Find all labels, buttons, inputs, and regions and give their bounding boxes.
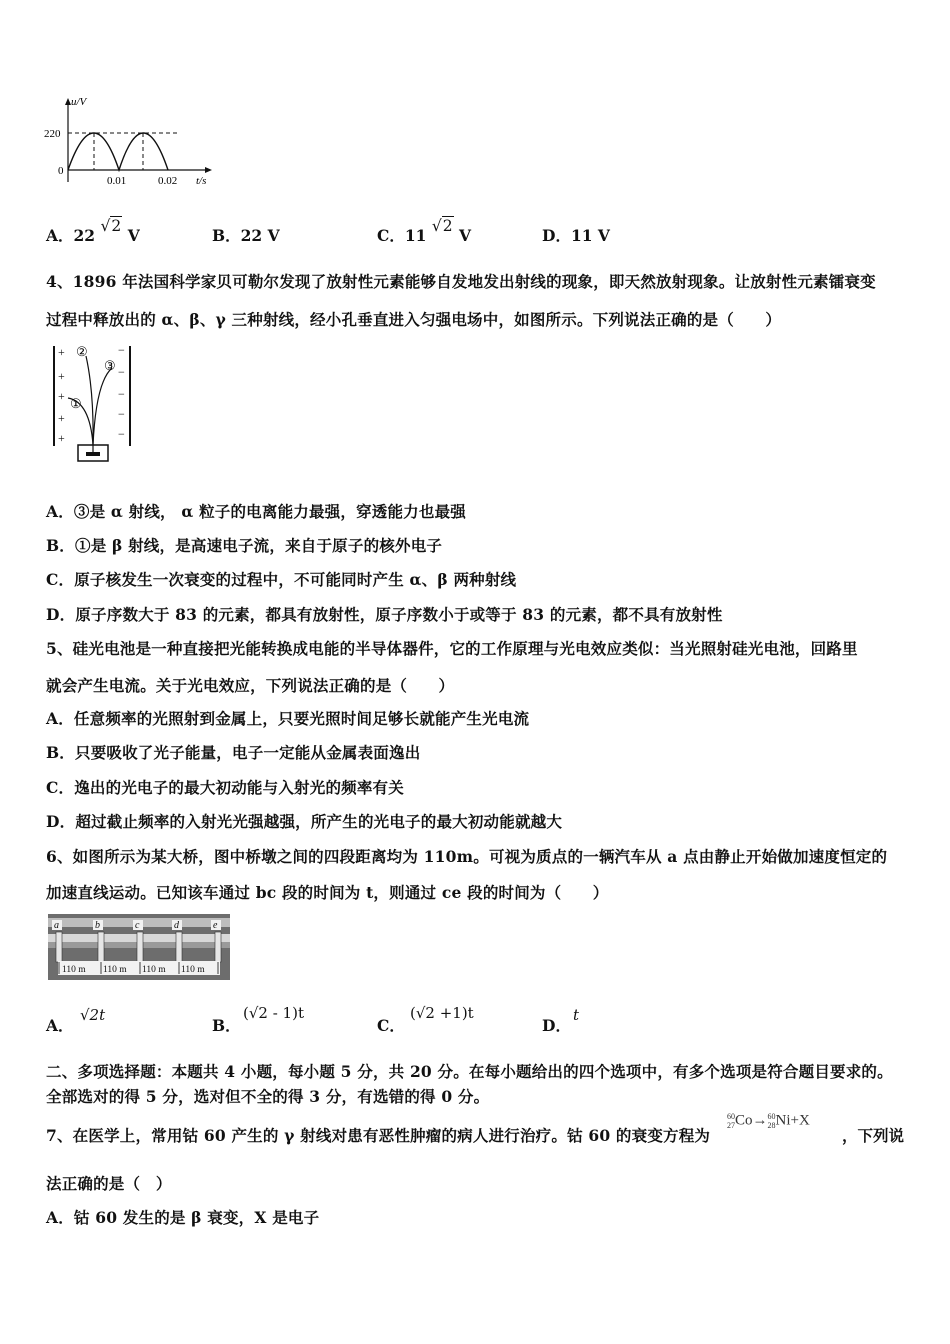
q3-option-a[interactable]: A．22 √2 V	[46, 217, 140, 245]
q6-option-a[interactable]: A．	[46, 1016, 74, 1035]
svg-text:c: c	[135, 920, 140, 931]
sqrt-symbol: √2	[100, 217, 122, 235]
q5-stem-line1: 5、硅光电池是一种直接把光能转换成电能的半导体器件，它的工作原理与光电效应类似：当光照射硅光电池，回路里	[46, 639, 858, 658]
q6-option-b-expr: (√2 - 1)t	[243, 1004, 304, 1022]
svg-text:②: ②	[76, 344, 88, 359]
x-tick-002: 0.02	[158, 175, 178, 187]
section2-header-line1: 二、多项选择题：本题共 4 小题，每小题 5 分，共 20 分。在每小题给出的四个选项中，有多个选项是符合题目要求的。	[46, 1062, 893, 1081]
section2-header-line2: 全部选对的得 5 分，选对但不全的得 3 分，有选错的得 0 分。	[46, 1087, 490, 1106]
q5-option-c[interactable]: C．逸出的光电子的最大初动能与入射光的频率有关	[46, 778, 404, 797]
svg-text:+: +	[58, 431, 65, 445]
q4-option-b[interactable]: B．①是 β 射线，是高速电子流，来自于原子的核外电子	[46, 536, 443, 555]
svg-text:110 m: 110 m	[181, 965, 205, 975]
svg-text:d: d	[174, 920, 179, 931]
q4-stem-line2: 过程中释放出的 α、β、γ 三种射线，经小孔垂直进入匀强电场中，如图所示。下列说法正确的是（ ）	[46, 310, 782, 329]
origin-label: 0	[58, 165, 64, 177]
q6-option-d[interactable]: D．	[542, 1016, 571, 1035]
q7-stem-suffix: ，下列说	[842, 1126, 905, 1145]
svg-text:e: e	[213, 920, 218, 931]
y-tick-220: 220	[44, 128, 61, 140]
q6-option-a-expr: √2t	[80, 1006, 106, 1024]
svg-text:−: −	[118, 387, 125, 401]
svg-text:−: −	[118, 365, 125, 379]
svg-text:−: −	[118, 427, 125, 441]
svg-text:+: +	[58, 389, 65, 403]
q6-option-c[interactable]: C．	[377, 1016, 405, 1035]
q4-stem-line1: 4、1896 年法国科学家贝可勒尔发现了放射性元素能够自发地发出射线的现象，即天然放射现象。让放射性元素镭衰变	[46, 272, 876, 291]
sqrt-symbol: √2	[431, 217, 453, 235]
svg-text:−: −	[118, 343, 125, 357]
q3-option-b[interactable]: B．22 V	[212, 226, 280, 245]
svg-text:+: +	[58, 369, 65, 383]
q6-stem-line1: 6、如图所示为某大桥，图中桥墩之间的四段距离均为 110m。可视为质点的一辆汽车从 a 点由静止开始做加速度恒定的	[46, 847, 888, 866]
x-axis-label: t/s	[196, 175, 207, 187]
q5-option-a[interactable]: A．任意频率的光照射到金属上，只要光照时间足够长就能产生光电流	[46, 709, 530, 728]
svg-text:③: ③	[104, 358, 116, 373]
q7-stem-prefix: 7、在医学上，常用钴 60 产生的 γ 射线对患有恶性肿瘤的病人进行治疗。钴 60 的衰变方程为	[46, 1126, 711, 1145]
svg-text:+: +	[58, 411, 65, 425]
q5-stem-line2: 就会产生电流。关于光电效应，下列说法正确的是（ ）	[46, 676, 455, 695]
svg-text:+: +	[58, 345, 65, 359]
cobalt-decay-equation: 60 27Co→60 28Ni+X	[727, 1112, 810, 1130]
q4-option-c[interactable]: C．原子核发生一次衰变的过程中，不可能同时产生 α、β 两种射线	[46, 570, 517, 589]
svg-text:①: ①	[70, 396, 82, 411]
x-tick-001: 0.01	[107, 175, 127, 187]
q5-option-b[interactable]: B．只要吸收了光子能量，电子一定能从金属表面逸出	[46, 743, 421, 762]
voltage-time-graph	[40, 92, 220, 192]
q3-option-d[interactable]: D．11 V	[542, 226, 610, 245]
svg-text:b: b	[95, 920, 100, 931]
svg-text:a: a	[54, 920, 59, 931]
y-axis-label: u/V	[71, 96, 87, 108]
q7-stem-line2: 法正确的是（ ）	[46, 1174, 172, 1193]
svg-text:110 m: 110 m	[62, 965, 86, 975]
q4-option-d[interactable]: D．原子序数大于 83 的元素，都具有放射性，原子序数小于或等于 83 的元素，都不具有放射性	[46, 605, 723, 624]
q6-option-c-expr: (√2 +1)t	[410, 1004, 474, 1022]
q7-option-a[interactable]: A．钴 60 发生的是 β 衰变，X 是电子	[46, 1208, 320, 1227]
q3-option-c[interactable]: C．11 √2 V	[377, 217, 472, 245]
svg-text:110 m: 110 m	[142, 965, 166, 975]
q4-option-a[interactable]: A．③是 α 射线， α 粒子的电离能力最强，穿透能力也最强	[46, 502, 466, 521]
q6-stem-line2: 加速直线运动。已知该车通过 bc 段的时间为 t，则通过 ce 段的时间为（ ）	[46, 883, 609, 902]
radiation-field-diagram	[50, 342, 140, 464]
q5-option-d[interactable]: D．超过截止频率的入射光光强越强，所产生的光电子的最大初动能就越大	[46, 812, 563, 831]
q6-option-d-expr: t	[573, 1006, 580, 1024]
svg-text:110 m: 110 m	[103, 965, 127, 975]
q6-option-b[interactable]: B．	[212, 1016, 241, 1035]
bridge-figure	[48, 914, 230, 980]
svg-text:−: −	[118, 407, 125, 421]
